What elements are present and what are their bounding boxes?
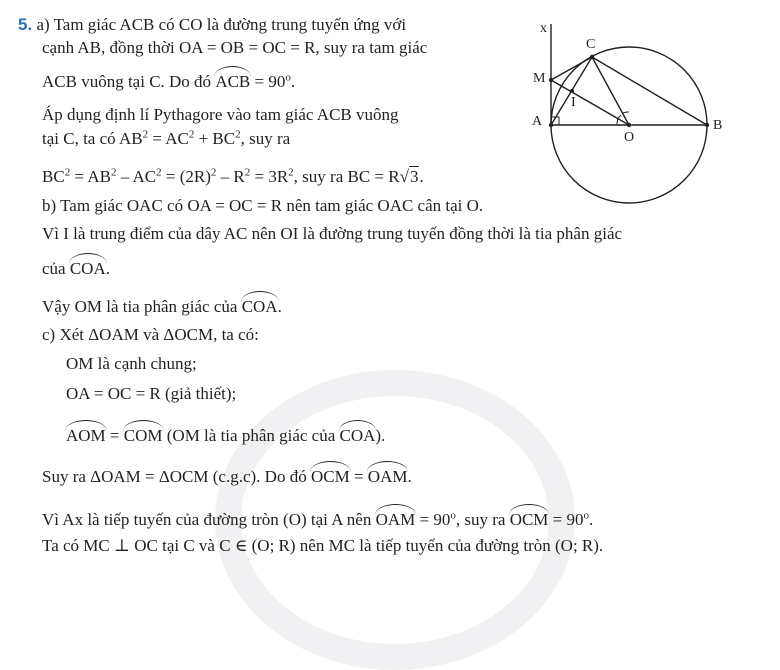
text: . [290, 72, 296, 91]
line-5 [42, 128, 290, 150]
line-17 [42, 535, 603, 557]
angle-com: COM [123, 426, 163, 445]
line-11 [42, 324, 259, 346]
degree-sup: o [450, 509, 456, 522]
exercise-number: 5. [18, 15, 33, 34]
line-2 [42, 37, 427, 59]
text: + BC [194, 129, 236, 148]
text: = [349, 467, 368, 486]
text: , suy ra [455, 510, 510, 529]
geometry-figure [520, 10, 770, 220]
label-a: A [532, 114, 543, 129]
angle-coa: COA [241, 297, 278, 316]
text: của [42, 259, 70, 278]
text: OA = OC = R (giả thiết); [66, 384, 237, 403]
sup: 2 [210, 166, 217, 179]
angle-arc-o2 [623, 112, 629, 113]
text: Áp dụng định lí Pythagore vào tam giác ACB vuông [42, 105, 399, 124]
text: , suy ra BC = R [293, 167, 400, 186]
label-m: M [533, 71, 546, 86]
text: ). [375, 426, 386, 445]
point-b [705, 123, 709, 127]
sup: 2 [235, 128, 241, 141]
point-m [549, 78, 553, 82]
text: – AC [116, 167, 157, 186]
text: a) Tam giác ACB có CO là đường trung tuyến ứng với [36, 15, 407, 34]
sup: 2 [64, 166, 71, 179]
text: cạnh AB, đồng thời OA = OB = OC = R, suy ra tam giác [42, 38, 428, 57]
text: = 90 [250, 72, 286, 91]
angle-ocm: OCM [509, 510, 549, 529]
text: c) Xét ΔOAM và ΔOCM, ta có: [42, 325, 259, 344]
text: = 90 [548, 510, 584, 529]
label-i: I [571, 95, 576, 110]
sup: 2 [156, 166, 162, 179]
line-14 [66, 424, 385, 447]
text: ACB vuông tại C. Do đó [42, 72, 216, 91]
line-4 [42, 104, 399, 126]
text: . [419, 167, 424, 186]
text: . [589, 510, 594, 529]
sqrt-radicand: 3 [409, 167, 419, 186]
point-a [549, 123, 553, 127]
segment-cb [592, 57, 707, 125]
text: Ta có MC ⊥ OC tại C và C ∈ (O; R) nên MC là tiếp tuyến của đường tròn (O; R). [42, 536, 604, 555]
text: = 3R [250, 167, 289, 186]
text: . [105, 259, 110, 278]
line-12 [66, 353, 197, 375]
angle-oam: OAM [375, 510, 416, 529]
line-16 [42, 508, 593, 531]
line-7 [42, 195, 483, 217]
text: – R [216, 167, 245, 186]
angle-coa: COA [339, 426, 376, 445]
text: = AC [148, 129, 189, 148]
line-1 [18, 14, 406, 36]
angle-ocm: OCM [310, 467, 350, 486]
line-10 [42, 295, 282, 318]
label-x: x [540, 21, 547, 36]
line-15 [42, 465, 412, 488]
sup: 2 [110, 166, 117, 179]
text: , suy ra [240, 129, 291, 148]
line-8 [42, 223, 622, 245]
line-6 [42, 166, 424, 188]
text: = 90 [415, 510, 451, 529]
text: = AB [70, 167, 111, 186]
text: . [277, 297, 282, 316]
label-b: B [713, 118, 723, 133]
text: Vì I là trung điểm của dây AC nên OI là đường trung tuyến đồng thời là tia phân giác [42, 224, 623, 243]
point-o [627, 123, 631, 127]
text: Vậy OM là tia phân giác của [42, 297, 242, 316]
point-c [590, 55, 594, 59]
text: Suy ra ΔOAM = ΔOCM (c.g.c). Do đó [42, 467, 311, 486]
label-c: C [586, 37, 596, 52]
degree-sup: o [583, 509, 590, 522]
point-i [570, 89, 574, 93]
line-9 [42, 257, 110, 280]
angle-oam: OAM [367, 467, 408, 486]
angle-coa: COA [69, 259, 106, 278]
line-3 [42, 70, 295, 93]
degree-sup: o [285, 71, 291, 84]
text: b) Tam giác OAC có OA = OC = R nên tam giác OAC cân tại O. [42, 196, 484, 215]
angle-acb: ACB [215, 72, 251, 91]
text: BC [42, 167, 65, 186]
text: = (2R) [161, 167, 211, 186]
text: OM là cạnh chung; [66, 354, 197, 373]
label-o: O [624, 130, 635, 145]
sup: 2 [288, 166, 294, 179]
sup: 2 [188, 128, 195, 141]
text: tại C, ta có AB [42, 129, 143, 148]
text: (OM là tia phân giác của [162, 426, 340, 445]
line-13 [66, 383, 236, 405]
text: . [407, 467, 412, 486]
sup: 2 [244, 166, 251, 179]
sqrt-sign: √ [399, 167, 409, 186]
sup: 2 [142, 128, 149, 141]
text: Vì Ax là tiếp tuyến của đường tròn (O) tại A nên [42, 510, 376, 529]
text: = [105, 426, 124, 445]
angle-aom: AOM [66, 426, 106, 445]
